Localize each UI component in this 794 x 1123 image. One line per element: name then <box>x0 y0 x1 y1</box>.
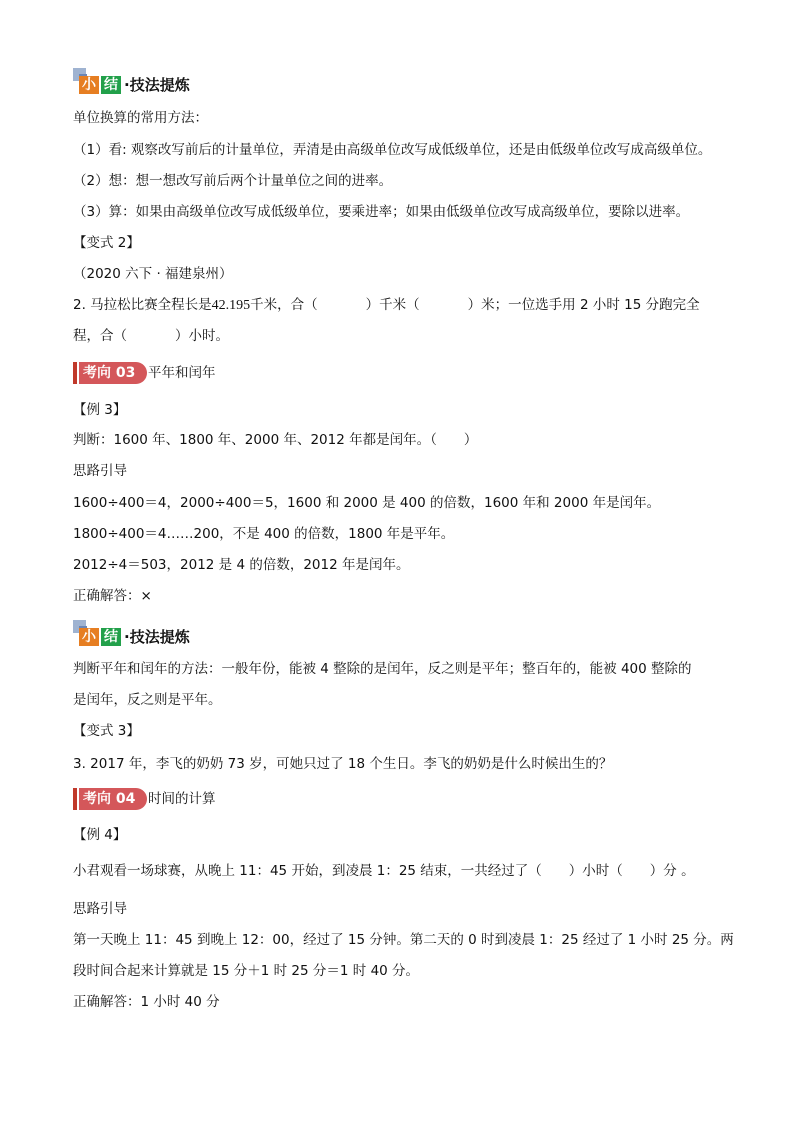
step-3: （3）算：如果由高级单位改写成低级单位，要乘进率；如果由低级单位改写成高级单位，要除以进率。 <box>73 204 690 220</box>
variant-2-label: 【变式 2】 <box>73 235 140 251</box>
q-text: ）米；一位选手用 2 小时 15 分跑完全 <box>467 297 700 313</box>
leap-year-method-2: 是闰年，反之则是平年。 <box>73 692 222 708</box>
variant-2-question <box>73 297 723 314</box>
q-text: ）千米（ <box>365 297 420 313</box>
q-text: 程，合（ <box>73 328 127 344</box>
unit-conversion-intro: 单位换算的常用方法： <box>73 110 208 126</box>
example-3-question: 判断：1600 年、1800 年、2000 年、2012 年都是闰年。（ ） <box>73 432 478 448</box>
example-3-label: 【例 3】 <box>73 402 127 418</box>
topic-header-04 <box>73 788 373 810</box>
summary-box-jie: 结 <box>101 76 121 94</box>
q-number: 42.195 <box>211 298 251 313</box>
summary-box-xiao: 小 <box>79 628 99 646</box>
example-3-guide-label: 思路引导 <box>73 463 127 479</box>
leap-year-method-1: 判断平年和闰年的方法：一般年份，能被 4 整除的是闰年，反之则是平年；整百年的，能被 400 整除的 <box>73 661 692 677</box>
topic-tag: 考向 03 <box>79 362 147 384</box>
summary-header <box>73 68 273 94</box>
summary-box-jie: 结 <box>101 628 121 646</box>
q-text: 千米，合（ <box>250 297 318 313</box>
example-4-guide-1: 第一天晚上 11：45 到晚上 12：00，经过了 15 分钟。第二天的 0 时到凌晨 1：25 经过了 1 小时 25 分。两 <box>73 932 734 948</box>
example-4-guide-2: 段时间合起来计算就是 15 分＋1 时 25 分＝1 时 40 分。 <box>73 963 420 979</box>
example-4-guide-label: 思路引导 <box>73 901 127 917</box>
example-3-answer: 正确解答：× <box>73 588 152 604</box>
variant-2-question-cont <box>73 328 723 344</box>
topic-title: 平年和闰年 <box>148 365 216 381</box>
example-3-guide-3: 2012÷4＝503，2012 是 4 的倍数，2012 年是闰年。 <box>73 557 410 573</box>
variant-2-source: （2020 六下 · 福建泉州） <box>73 266 233 282</box>
summary-header <box>73 620 273 646</box>
example-4-answer: 正确解答：1 小时 40 分 <box>73 994 220 1010</box>
topic-bar <box>73 362 77 384</box>
topic-title: 时间的计算 <box>148 791 216 807</box>
summary-title: ·技法提炼 <box>124 76 190 94</box>
q-text: ）小时。 <box>175 328 229 344</box>
step-1: （1）看: 观察改写前后的计量单位，弄清是由高级单位改写成低级单位，还是由低级单位改写成高级单位。 <box>73 142 712 158</box>
example-3-guide-1: 1600÷400＝4，2000÷400＝5，1600 和 2000 是 400 的倍数，1600 年和 2000 年是闰年。 <box>73 495 661 511</box>
example-4-question: 小君观看一场球赛，从晚上 11：45 开始，到凌晨 1：25 结束，一共经过了（ ）小时（ ）分 。 <box>73 863 695 879</box>
example-4-label: 【例 4】 <box>73 827 127 843</box>
variant-3-question: 3. 2017 年，李飞的奶奶 73 岁，可她只过了 18 个生日。李飞的奶奶是什么时候出生的？ <box>73 756 613 772</box>
example-3-guide-2: 1800÷400＝4……200，不是 400 的倍数，1800 年是平年。 <box>73 526 455 542</box>
step-2: （2）想：想一想改写前后两个计量单位之间的进率。 <box>73 173 393 189</box>
topic-tag: 考向 04 <box>79 788 147 810</box>
q-text: 2. 马拉松比赛全程长是 <box>73 297 212 313</box>
summary-box-xiao: 小 <box>79 76 99 94</box>
summary-title: ·技法提炼 <box>124 628 190 646</box>
topic-bar <box>73 788 77 810</box>
variant-3-label: 【变式 3】 <box>73 723 140 739</box>
topic-header-03 <box>73 362 373 384</box>
